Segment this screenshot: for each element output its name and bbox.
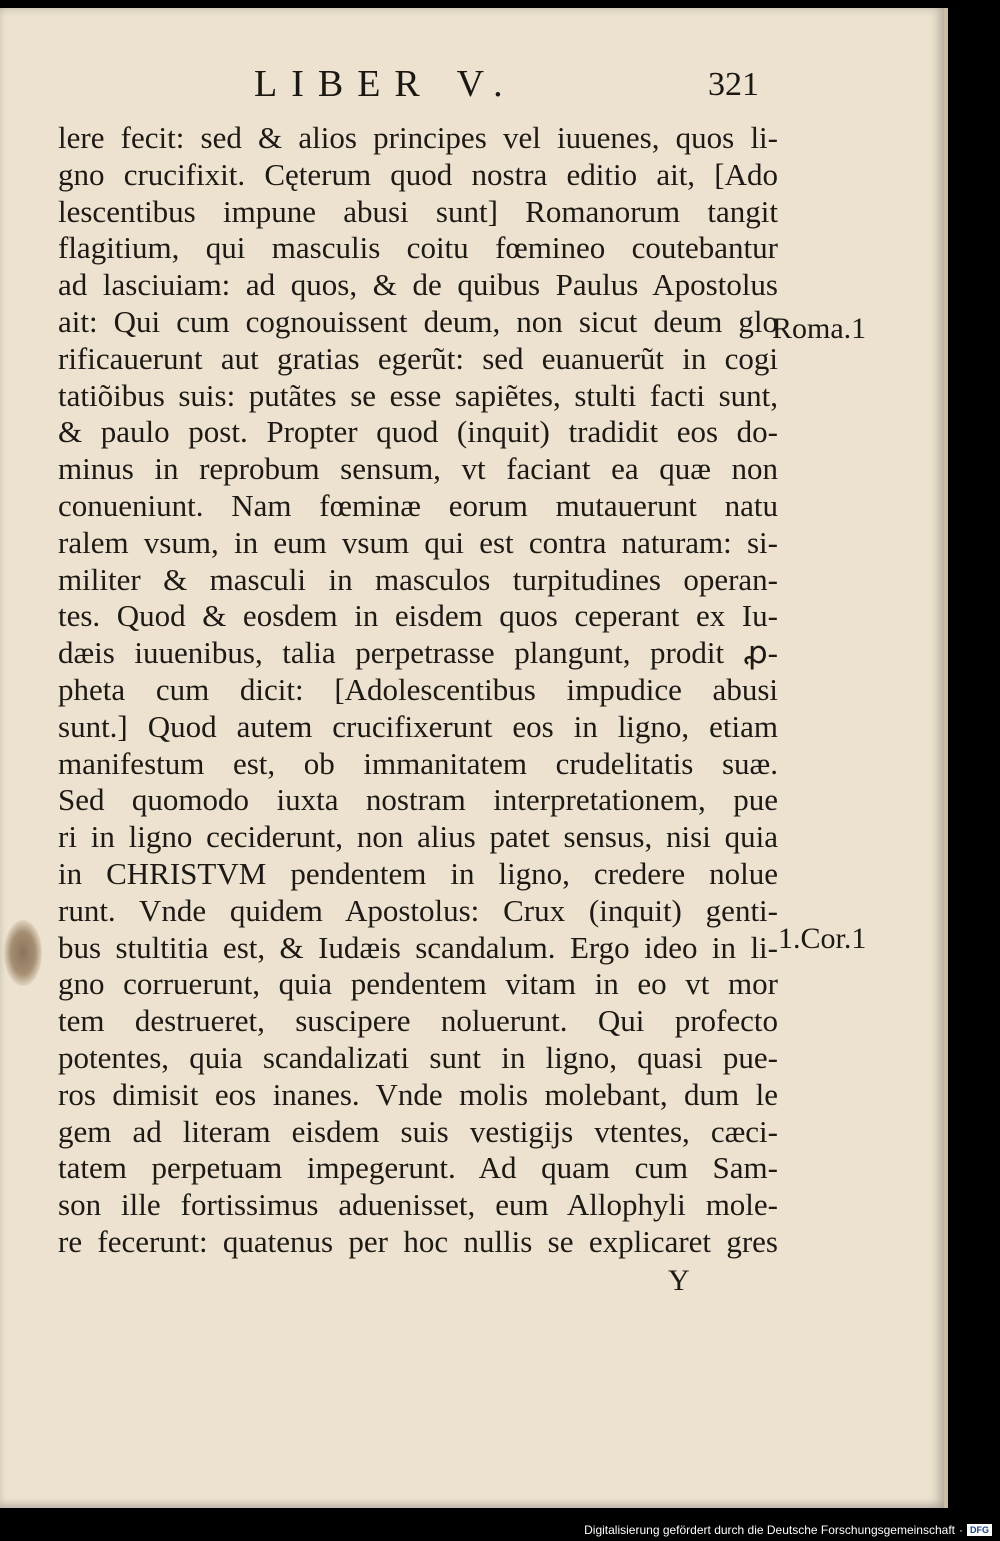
text-line: ralem vsum, in eum vsum qui est contra naturam: si- — [58, 524, 778, 560]
text-line: Sed quomodo iuxta nostram interpretationem, pue — [58, 782, 778, 818]
page-edge — [944, 8, 948, 1508]
text-line: lere fecit: sed & alios principes vel iuuenes, quos li- — [58, 120, 778, 155]
footer-credit-text: Digitalisierung gefördert durch die Deutsche Forschungsgemeinschaft — [584, 1523, 955, 1537]
text-line: ri in ligno ceciderunt, non alius patet sensus, nisi quia — [58, 819, 778, 855]
text-line: gno corruerunt, quia pendentem vitam in eo vt mor — [58, 966, 778, 1002]
text-line: manifestum est, ob immanitatem crudelitatis suæ. — [58, 745, 778, 781]
text-line: potentes, quia scandalizati sunt in ligno, quasi pue- — [58, 1039, 778, 1075]
dfg-logo-icon: DFG — [967, 1524, 992, 1536]
footer-credit: Digitalisierung gefördert durch die Deutsche Forschungsgemeinschaft · DFG — [584, 1523, 992, 1537]
text-line: militer & masculi in masculos turpitudines operan- — [58, 561, 778, 597]
text-line: gno crucifixit. Cęterum quod nostra editio ait, [Ado — [58, 156, 778, 192]
margin-note-roma: Roma.1 — [772, 312, 867, 345]
text-line: ad lasciuiam: ad quos, & de quibus Paulus Apostolus — [58, 267, 778, 303]
text-line: sunt.] Quod autem crucifixerunt eos in ligno, etiam — [58, 708, 778, 744]
running-head: LIBER V. — [254, 63, 517, 105]
text-line: minus in reprobum sensum, vt faciant ea quæ non — [58, 451, 778, 487]
margin-note-corinthians: 1.Cor.1 — [778, 922, 867, 955]
body-text — [58, 120, 778, 1261]
page-number: 321 — [708, 66, 759, 103]
text-line: flagitium, qui masculis coitu fœmineo coutebantur — [58, 230, 778, 266]
text-line: son ille fortissimus aduenisset, eum Allophyli mole- — [58, 1187, 778, 1223]
text-line: tatem perpetuam impegerunt. Ad quam cum Sam- — [58, 1150, 778, 1186]
text-line: dæis iuuenibus, talia perpetrasse plangunt, prodit ꝓ- — [58, 635, 778, 671]
text-line: conueniunt. Nam fœminæ eorum mutauerunt natu — [58, 487, 778, 523]
text-line: tes. Quod & eosdem in eisdem quos ceperant ex Iu- — [58, 598, 778, 634]
text-line: ait: Qui cum cognouissent deum, non sicut deum glo — [58, 303, 778, 339]
signature-mark: Y — [668, 1264, 690, 1297]
text-line: lescentibus impune abusi sunt] Romanorum tangit — [58, 193, 778, 229]
text-line: ros dimisit eos inanes. Vnde molis molebant, dum le — [58, 1076, 778, 1112]
text-line: rificauerunt aut gratias egerũt: sed euanuerũt in cogi — [58, 340, 778, 376]
text-line: runt. Vnde quidem Apostolus: Crux (inquit) genti- — [58, 892, 778, 928]
text-line: in CHRISTVM pendentem in ligno, credere nolue — [58, 855, 778, 891]
paper-stain — [4, 920, 42, 986]
text-line: re fecerunt: quatenus per hoc nullis se explicaret gres — [58, 1223, 778, 1259]
text-line: tem destrueret, suscipere noluerunt. Qui profecto — [58, 1003, 778, 1039]
text-line: tatiõibus suis: putãtes se esse sapiẽtes, stulti facti sunt, — [58, 377, 778, 413]
text-line: & paulo post. Propter quod (inquit) tradidit eos do- — [58, 414, 778, 450]
text-line: bus stultitia est, & Iudæis scandalum. Ergo ideo in li- — [58, 929, 778, 965]
text-line: gem ad literam eisdem suis vestigijs vtentes, cæci- — [58, 1113, 778, 1149]
text-line: pheta cum dicit: [Adolescentibus impudice abusi — [58, 671, 778, 707]
